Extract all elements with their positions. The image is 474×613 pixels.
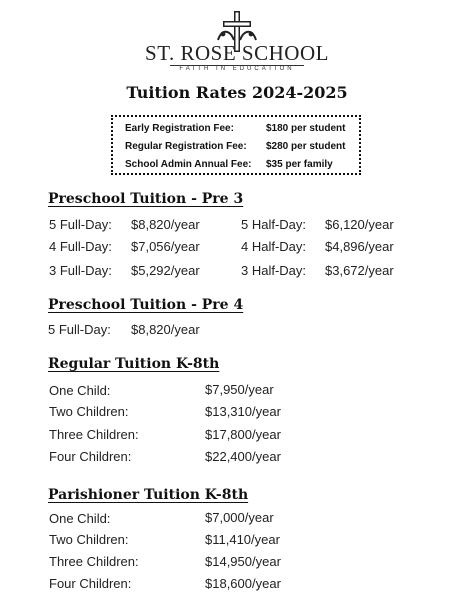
rate-value: $8,820/year (131, 322, 200, 337)
rate-value: $22,400/year (205, 449, 281, 464)
rate-label: Four Children: (49, 576, 132, 591)
rate-value: $7,000/year (205, 510, 274, 525)
rate-value: $17,800/year (205, 427, 281, 442)
fee-label: School Admin Annual Fee: (125, 159, 252, 170)
rate-value: $7,056/year (131, 239, 200, 254)
rate-value: $7,950/year (205, 382, 274, 397)
rate-value: $6,120/year (325, 217, 394, 232)
fee-value: $35 per family (266, 159, 333, 170)
fee-label: Regular Registration Fee: (125, 141, 247, 152)
fee-value: $180 per student (266, 123, 346, 134)
rate-label: 5 Full-Day: (48, 322, 111, 337)
rate-label: 4 Half-Day: (241, 239, 307, 254)
rate-value: $4,896/year (325, 239, 394, 254)
fee-value: $280 per student (266, 141, 346, 152)
fee-label: Early Registration Fee: (125, 123, 234, 134)
rate-label: Three Children: (49, 427, 139, 442)
rate-label: 3 Full-Day: (49, 263, 112, 278)
rate-label: 5 Full-Day: (49, 217, 112, 232)
rate-label: Three Children: (49, 554, 139, 569)
rate-label: One Child: (49, 511, 111, 526)
fees-box (111, 115, 361, 175)
rate-value: $8,820/year (131, 217, 200, 232)
rate-label: Four Children: (49, 449, 132, 464)
rate-value: $3,672/year (325, 263, 394, 278)
rate-value: $18,600/year (205, 576, 281, 591)
rate-value: $13,310/year (205, 404, 281, 419)
rate-label: 4 Full-Day: (49, 239, 112, 254)
rate-label: Two Children: (49, 404, 129, 419)
pre3-heading: Preschool Tuition - Pre 3 (48, 191, 244, 207)
rate-label: Two Children: (49, 532, 129, 547)
regular-tuition-heading: Regular Tuition K-8th (48, 356, 220, 372)
parishioner-tuition-heading: Parishioner Tuition K-8th (48, 487, 249, 503)
rate-value: $11,410/year (205, 532, 280, 547)
rate-label: One Child: (49, 383, 111, 398)
school-tagline: FAITH IN EDUCATION (179, 66, 295, 72)
page-title: Tuition Rates 2024-2025 (126, 83, 348, 102)
rate-label: 3 Half-Day: (241, 263, 307, 278)
rate-value: $5,292/year (131, 263, 200, 278)
school-name: ST. ROSE SCHOOL (145, 41, 329, 65)
rate-value: $14,950/year (205, 554, 281, 569)
pre4-heading: Preschool Tuition - Pre 4 (48, 297, 244, 313)
rate-label: 5 Half-Day: (241, 217, 307, 232)
